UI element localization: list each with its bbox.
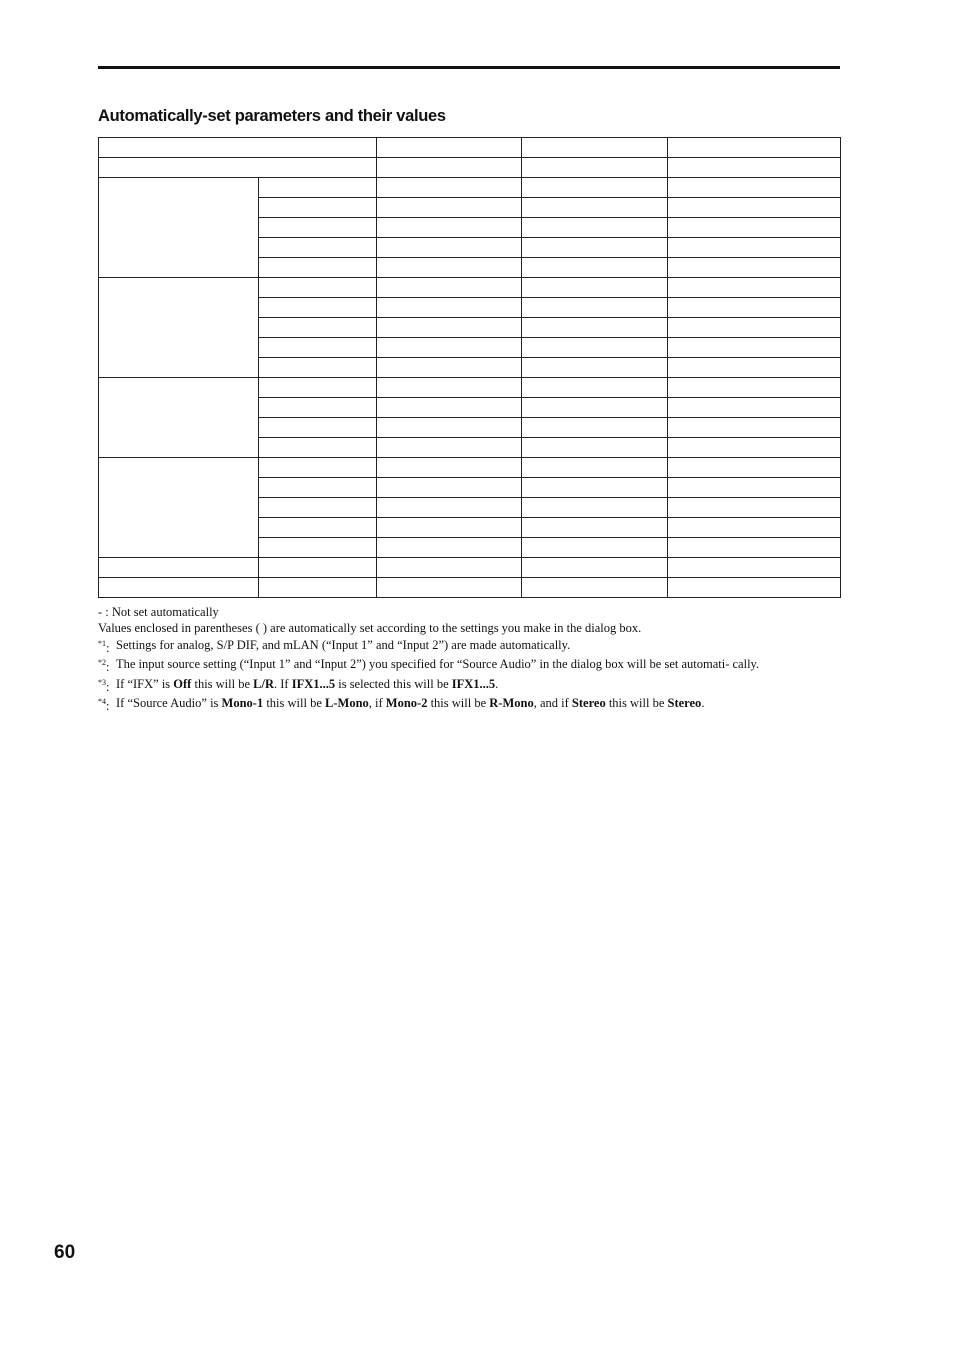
table-cell <box>668 478 841 498</box>
parameters-table <box>98 137 841 598</box>
table-cell <box>522 438 668 458</box>
table-cell <box>259 218 377 238</box>
footnote-1 <box>98 637 840 656</box>
table-cell <box>522 278 668 298</box>
table-cell <box>522 398 668 418</box>
table-cell <box>668 298 841 318</box>
table-cell <box>377 238 522 258</box>
table-cell <box>377 138 522 158</box>
table-cell <box>377 218 522 238</box>
table-cell <box>377 578 522 598</box>
table-cell <box>259 418 377 438</box>
table-cell <box>99 578 259 598</box>
table-cell <box>377 338 522 358</box>
table-cell <box>259 318 377 338</box>
table-cell <box>522 498 668 518</box>
table-cell <box>377 358 522 378</box>
footnote-2 <box>98 656 840 675</box>
table-group-cell <box>99 458 259 558</box>
table-cell <box>259 358 377 378</box>
table-cell <box>668 198 841 218</box>
table-cell <box>377 298 522 318</box>
table-cell <box>522 538 668 558</box>
table-cell <box>377 278 522 298</box>
header-rule <box>98 66 840 69</box>
table-cell <box>522 478 668 498</box>
section-heading: Automatically-set parameters and their values <box>98 107 446 125</box>
table-cell <box>522 258 668 278</box>
table-cell <box>522 318 668 338</box>
table-group-cell <box>99 278 259 378</box>
table-cell <box>522 218 668 238</box>
table-cell <box>668 338 841 358</box>
table-cell <box>259 278 377 298</box>
table-cell <box>259 398 377 418</box>
table-cell <box>377 158 522 178</box>
table-cell <box>668 458 841 478</box>
table-cell <box>522 458 668 478</box>
table-row <box>99 158 841 178</box>
table-cell <box>259 338 377 358</box>
footnote-marker: $^{*3}$: <box>98 677 110 694</box>
table-cell <box>259 238 377 258</box>
table-cell <box>668 158 841 178</box>
table-cell <box>377 378 522 398</box>
table-cell <box>522 178 668 198</box>
table-cell <box>668 358 841 378</box>
table-cell <box>522 358 668 378</box>
footnote-marker: $^{*4}$: <box>98 696 110 714</box>
note-not-set: - : Not set automatically <box>98 605 219 619</box>
table-row <box>99 558 841 578</box>
table-cell <box>668 378 841 398</box>
table-cell <box>259 458 377 478</box>
table-cell <box>522 338 668 358</box>
footnote-text: If “Source Audio” is Mono-1 this will be L-Mono, if Mono-2 this will be R-Mono, and if Stereo this will be Stereo. <box>116 695 705 710</box>
footnote-3 <box>98 676 840 695</box>
table-cell <box>668 278 841 298</box>
footnote-text: Settings for analog, S/P DIF, and mLAN (“Input 1” and “Input 2”) are made automatically. <box>116 637 571 652</box>
table-cell <box>522 518 668 538</box>
table-cell <box>668 238 841 258</box>
table-cell <box>668 438 841 458</box>
table-cell <box>99 158 377 178</box>
table-cell <box>668 218 841 238</box>
table-cell <box>259 298 377 318</box>
table-row <box>99 138 841 158</box>
table-cell <box>259 258 377 278</box>
table-cell <box>522 238 668 258</box>
table-cell <box>377 178 522 198</box>
table-row <box>99 278 841 298</box>
table-cell <box>668 138 841 158</box>
table-cell <box>377 318 522 338</box>
table-cell <box>259 578 377 598</box>
table-cell <box>668 398 841 418</box>
table-cell <box>99 138 377 158</box>
table-cell <box>99 558 259 578</box>
table-cell <box>377 438 522 458</box>
footnote-marker: $^{*1}$: <box>98 638 110 655</box>
table-cell <box>377 538 522 558</box>
table-cell <box>522 298 668 318</box>
page-number: 60 <box>54 1242 76 1263</box>
table-cell <box>668 178 841 198</box>
table-cell <box>259 478 377 498</box>
table-row <box>99 178 841 198</box>
table-cell <box>522 198 668 218</box>
table-cell <box>259 198 377 218</box>
table-cell <box>668 258 841 278</box>
footnote-4 <box>98 695 840 714</box>
table-cell <box>377 258 522 278</box>
table-cell <box>668 578 841 598</box>
table-cell <box>377 398 522 418</box>
table-cell <box>522 558 668 578</box>
footnote-text: The input source setting (“Input 1” and “Input 2”) you specified for “Source Audio” in the dialog box will be set automati- cally. <box>116 657 760 672</box>
table-group-cell <box>99 178 259 278</box>
table-cell <box>377 518 522 538</box>
table-cell <box>522 578 668 598</box>
table-cell <box>522 138 668 158</box>
table-cell <box>522 158 668 178</box>
table-notes <box>98 604 840 714</box>
table-cell <box>259 378 377 398</box>
table-cell <box>377 558 522 578</box>
table-row <box>99 578 841 598</box>
table-cell <box>259 558 377 578</box>
table-cell <box>668 558 841 578</box>
table-cell <box>377 198 522 218</box>
table-cell <box>259 438 377 458</box>
table-cell <box>377 418 522 438</box>
table-cell <box>259 518 377 538</box>
table-row <box>99 378 841 398</box>
table-cell <box>668 538 841 558</box>
table-group-cell <box>99 378 259 458</box>
table-cell <box>668 518 841 538</box>
table-cell <box>259 498 377 518</box>
table-cell <box>259 178 377 198</box>
table-row <box>99 458 841 478</box>
table-cell <box>377 498 522 518</box>
table-cell <box>259 538 377 558</box>
table-cell <box>522 378 668 398</box>
footnote-marker: $^{*2}$: <box>98 658 110 675</box>
footnote-text: If “IFX” is Off this will be L/R. If IFX1...5 is selected this will be IFX1...5. <box>116 676 499 691</box>
note-parentheses: Values enclosed in parentheses ( ) are automatically set according to the settings you make in the dialog box. <box>98 621 642 636</box>
table-cell <box>377 458 522 478</box>
table-cell <box>668 318 841 338</box>
table-cell <box>522 418 668 438</box>
table-cell <box>377 478 522 498</box>
table-cell <box>668 418 841 438</box>
table-cell <box>668 498 841 518</box>
